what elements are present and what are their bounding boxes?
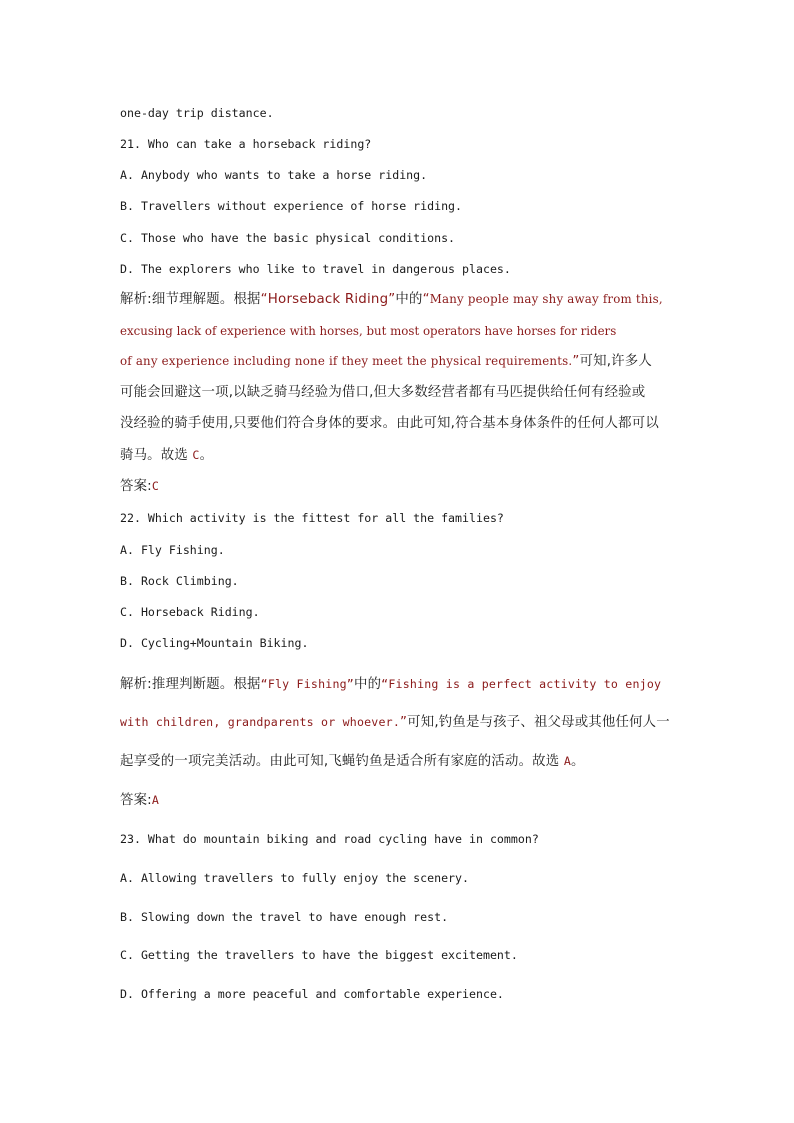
explanation-21-line-4: 可能会回避这一项,以缺乏骑马经验为借口,但大多数经营者都有马匹提供给任何有经验或 [120, 385, 646, 400]
quote-english: Many people may shy away from this, [429, 292, 663, 306]
option-23-b: B. Slowing down the travel to have enough rest. [120, 910, 449, 924]
question-23: 23. What do mountain biking and road cycling have in common? [120, 832, 539, 846]
quote-english: of any experience including none if they meet the physical requirements. [120, 354, 573, 368]
text-line: one-day trip distance. [120, 106, 274, 120]
option-21-c: C. Those who have the basic physical conditions. [120, 231, 456, 245]
question-22: 22. Which activity is the fittest for all the families? [120, 511, 504, 525]
quote-title: “Fly Fishing” [260, 677, 354, 691]
answer-22 [120, 792, 159, 809]
explanation-text: 中的 [353, 677, 382, 692]
option-23-d: D. Offering a more peaceful and comfortable experience. [120, 987, 504, 1001]
quote-english: “Fishing is a perfect activity to enjoy [381, 677, 662, 691]
explanation-22-line-3 [120, 753, 585, 770]
option-22-a: A. Fly Fishing. [120, 543, 225, 557]
option-22-d: D. Cycling+Mountain Biking. [120, 636, 309, 650]
option-21-b: B. Travellers without experience of horse riding. [120, 199, 463, 213]
quote-close: ” [572, 354, 580, 369]
quote-open: “ [422, 292, 430, 307]
explanation-text: 骑马。故选 [120, 448, 193, 463]
explanation-21-line-6 [120, 447, 213, 464]
option-21-d: D. The explorers who like to travel in dangerous places. [120, 262, 511, 276]
explanation-21-line-3 [120, 353, 652, 370]
explanation-label: 解析: [120, 677, 152, 692]
answer-label: 答案: [120, 793, 152, 808]
question-21: 21. Who can take a horseback riding? [120, 137, 372, 151]
answer-letter: C [192, 448, 200, 462]
explanation-text: 中的 [395, 292, 423, 307]
quote-close: ” [400, 715, 408, 730]
explanation-text: 可知,许多人 [579, 354, 652, 369]
option-23-c: C. Getting the travellers to have the biggest excitement. [120, 948, 518, 962]
explanation-label: 解析: [120, 292, 152, 307]
answer-21 [120, 478, 159, 495]
explanation-22-line-2 [120, 714, 670, 731]
answer-label: 答案: [120, 479, 152, 494]
explanation-text: 。 [571, 754, 585, 769]
quote-title: “Horseback Riding” [260, 292, 396, 307]
explanation-21-line-5: 没经验的骑手使用,只要他们符合身体的要求。由此可知,符合基本身体条件的任何人都可以 [120, 416, 659, 431]
explanation-text: 起享受的一项完美活动。由此可知,飞蝇钓鱼是适合所有家庭的活动。故选 [120, 754, 564, 769]
explanation-text: 。 [199, 448, 214, 463]
option-23-a: A. Allowing travellers to fully enjoy the scenery. [120, 871, 470, 885]
answer-letter: A [563, 754, 571, 768]
option-21-a: A. Anybody who wants to take a horse riding. [120, 168, 428, 182]
explanation-22-line-1 [120, 676, 661, 693]
option-22-b: B. Rock Climbing. [120, 574, 239, 588]
explanation-text: 可知,钓鱼是与孩子、祖父母或其他任何人一 [407, 715, 670, 730]
explanation-21-line-2: excusing lack of experience with horses, but most operators have horses for riders [120, 324, 617, 338]
answer-value: C [151, 479, 160, 493]
explanation-text: 细节理解题。根据 [151, 292, 261, 307]
quote-english: with children, grandparents or whoever. [120, 715, 401, 729]
explanation-21-line-1 [120, 291, 663, 308]
explanation-text: 推理判断题。根据 [151, 677, 261, 692]
answer-value: A [151, 793, 160, 807]
option-22-c: C. Horseback Riding. [120, 605, 260, 619]
